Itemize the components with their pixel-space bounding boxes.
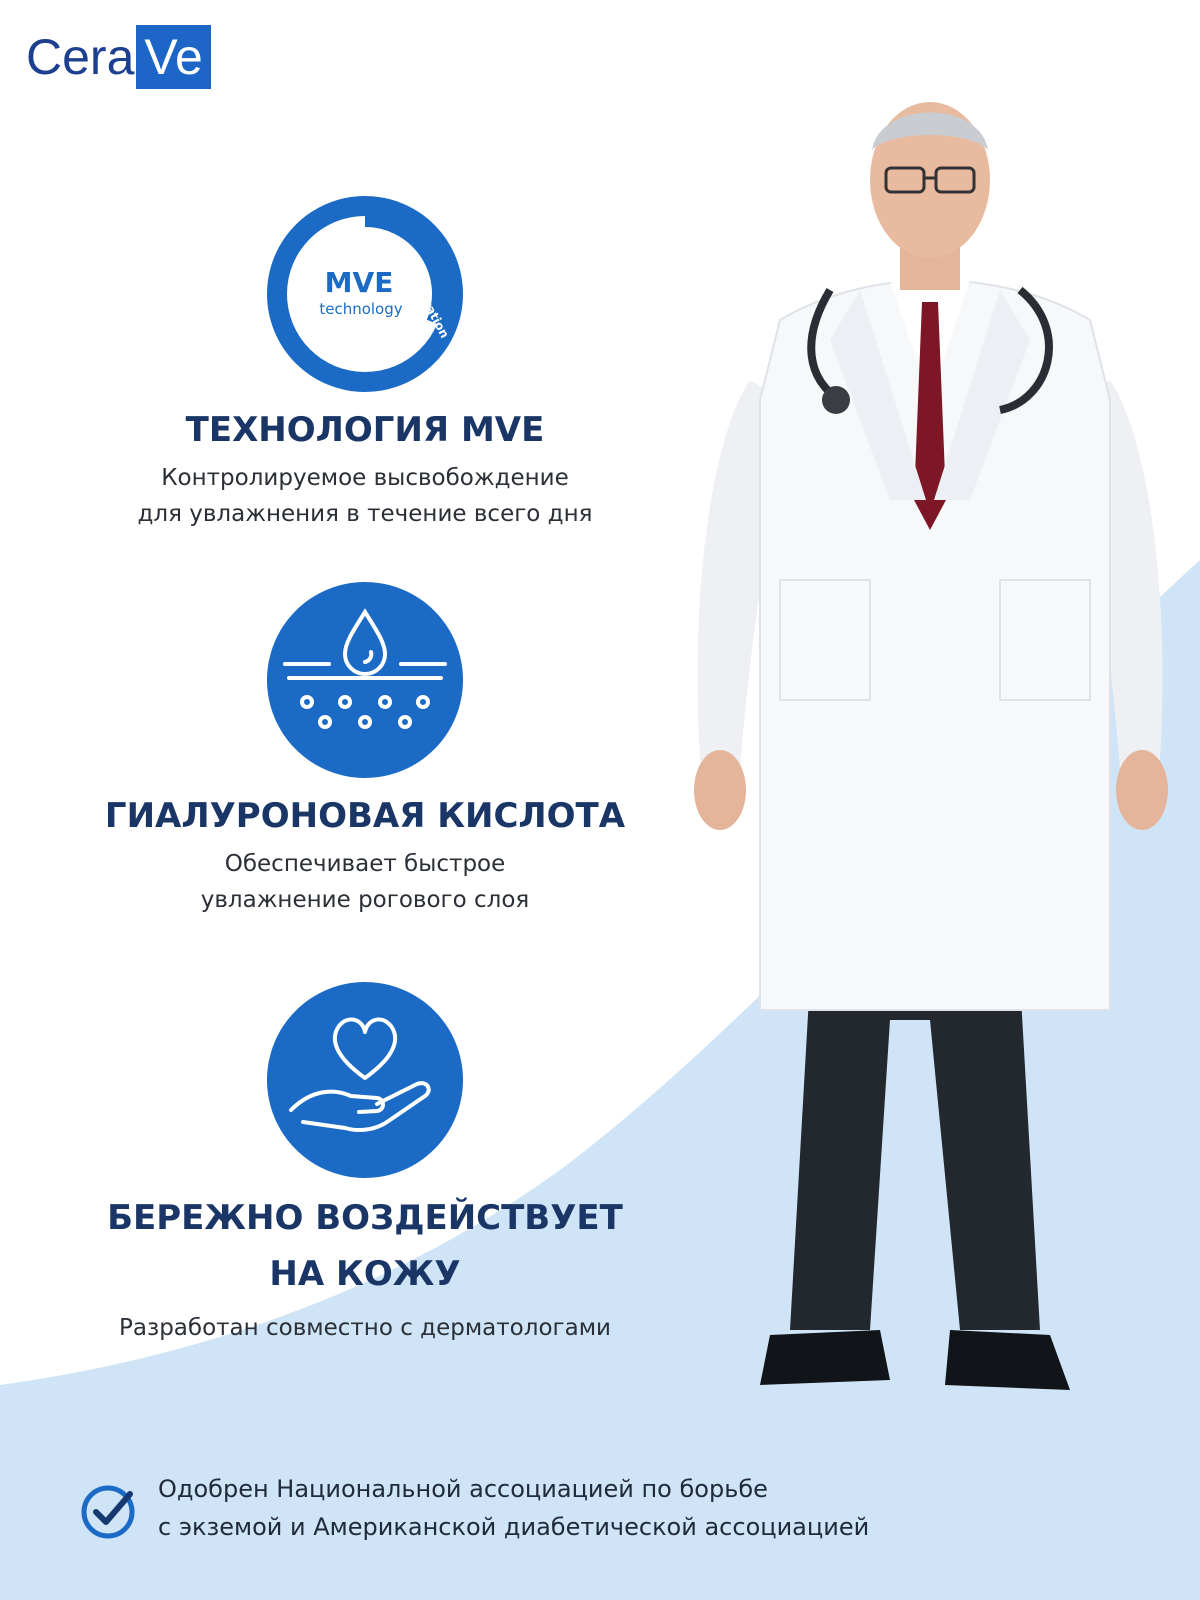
feature-desc-line1: Обеспечивает быстрое xyxy=(224,851,506,877)
feature-title-line1: БЕРЕЖНО ВОЗДЕЙСТВУЕТ xyxy=(107,1198,623,1238)
feature-desc-line1: Контролируемое высвобождение xyxy=(161,465,569,491)
feature-title: ГИАЛУРОНОВАЯ КИСЛОТА xyxy=(104,796,626,836)
mve-badge-sub: technology xyxy=(319,300,403,318)
logo-text-left: Cera xyxy=(26,29,135,85)
check-circle-icon xyxy=(78,1482,138,1542)
feature-desc-line1: Разработан совместно с дерматологами xyxy=(119,1315,611,1341)
feature-desc-line2: увлажнение рогового слоя xyxy=(200,887,530,913)
feature-title-line2: НА КОЖУ xyxy=(269,1254,461,1294)
approval-text xyxy=(158,1470,1178,1546)
logo-text-right: Ve xyxy=(136,25,210,89)
mve-badge-arc-text: All day hydration xyxy=(385,231,452,341)
heart-hand-icon xyxy=(267,982,463,1178)
feature-gentle xyxy=(40,982,690,1346)
feature-title: ТЕХНОЛОГИЯ MVE xyxy=(185,410,545,450)
approval-block xyxy=(78,1470,1178,1560)
feature-hyaluronic xyxy=(40,582,690,918)
mve-technology-icon xyxy=(267,196,463,392)
cerave-logo xyxy=(26,24,211,90)
feature-mve xyxy=(40,196,690,532)
approval-line1: Одобрен Национальной ассоциацией по борьбе xyxy=(158,1475,768,1503)
approval-line2: с экземой и Американской диабетической ассоциацией xyxy=(158,1513,870,1541)
feature-desc-line2: для увлажнения в течение всего дня xyxy=(137,501,593,527)
doctor-figure xyxy=(690,80,1190,1420)
water-drop-skin-icon xyxy=(267,582,463,778)
mve-badge-main: MVE xyxy=(324,266,394,299)
